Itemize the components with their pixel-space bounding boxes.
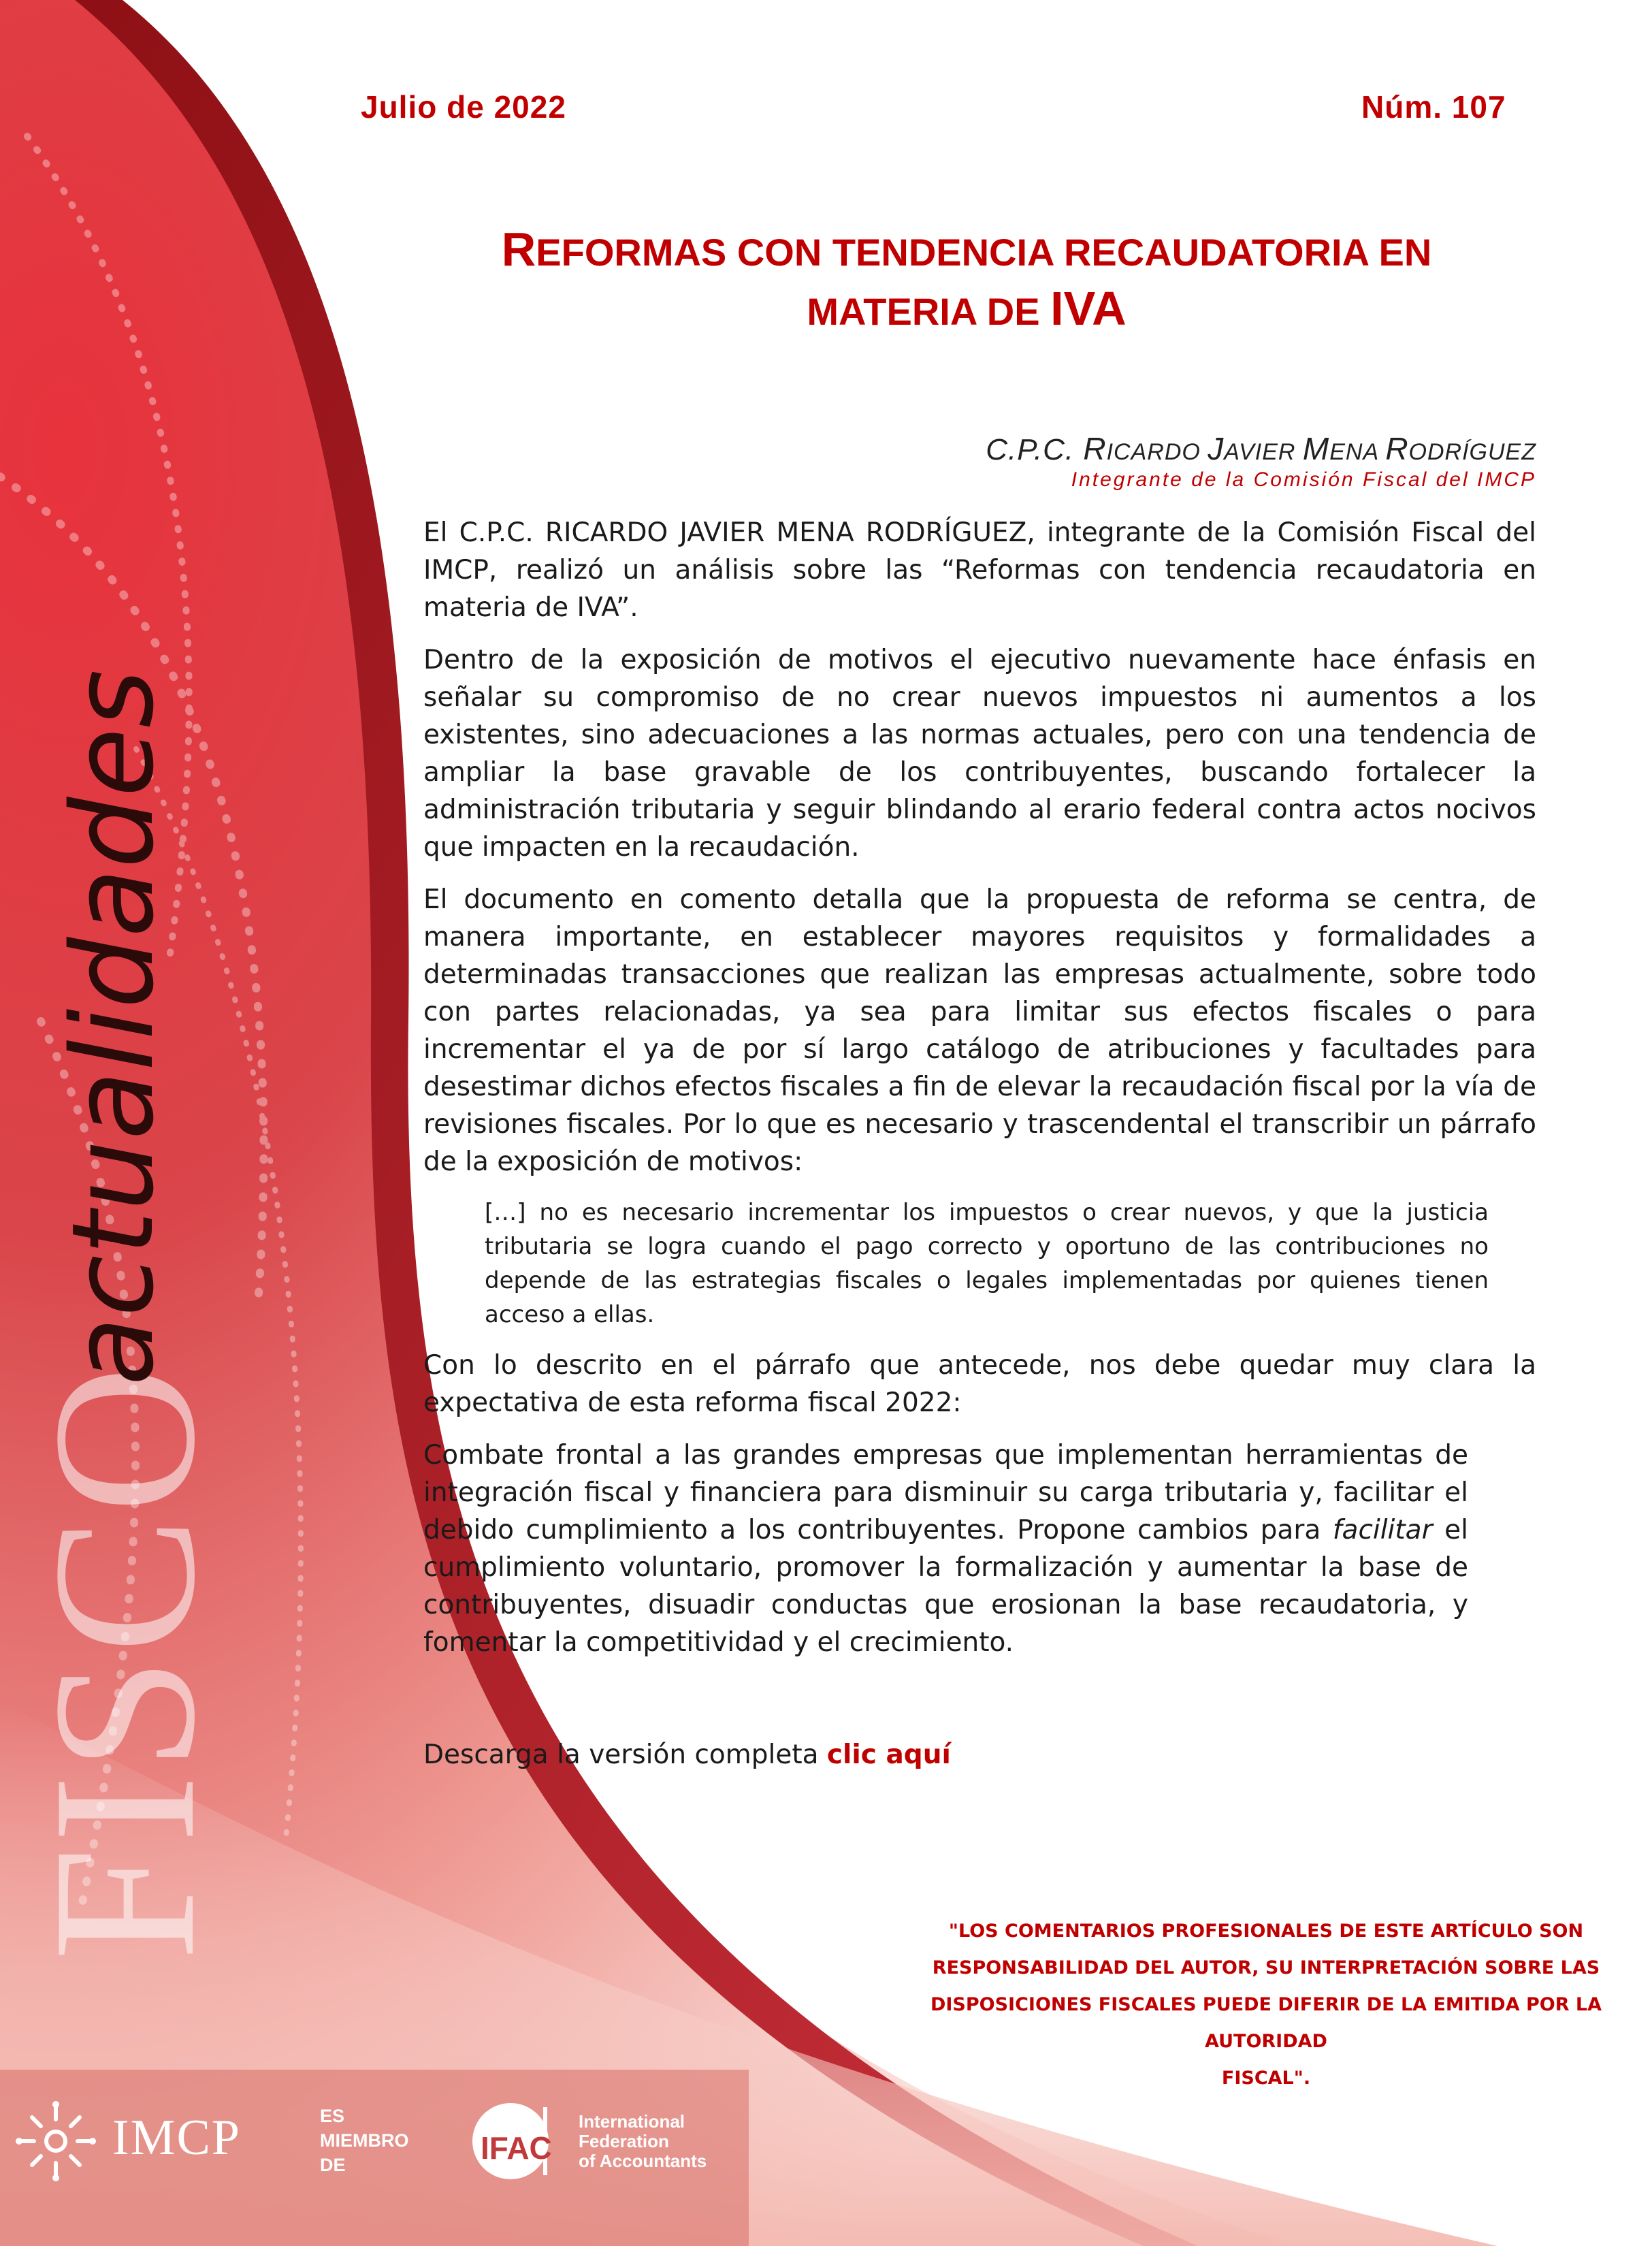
member-label: ES MIEMBRO DE: [320, 2106, 409, 2175]
article-title: [422, 221, 1511, 340]
paragraph: Combate frontal a las grandes empresas que implementan herramientas de integración fiscal y financiera para disminuir su carga tributaria y, facilitar el debido cumplimiento a los contribuyentes. Propone cambios para facilitar el cumplimiento voluntario, promover la formalización y aumentar la base de contribuyentes, disuadir conductas que erosionan la base recaudatoria, y fomentar la competitividad y el crecimiento.: [423, 1440, 1468, 1658]
author-name: C.P.C. RICARDO JAVIER MENA RODRÍGUEZ: [986, 431, 1536, 466]
fisco-brand: [7, 642, 242, 1961]
paragraph: El C.P.C. RICARDO JAVIER MENA RODRÍGUEZ, integrante de la Comisión Fiscal del IMCP, realizó un análisis sobre las “Reformas con tendencia recaudatoria en materia de IVA”.: [423, 517, 1536, 623]
paragraph: Con lo descrito en el párrafo que antecede, nos debe quedar muy clara la expectativa de esta reforma fiscal 2022:: [423, 1350, 1536, 1418]
ifac-full-name: International Federation of Accountants: [579, 2111, 707, 2171]
block-quote: […] no es necesario incrementar los impuestos o crear nuevos, y que la justicia tributaria se logra cuando el pago correcto y oportuno de las contribuciones no depende de las estrategias fiscales o legales implementadas por quienes tienen acceso a ellas.: [485, 1199, 1489, 1328]
paragraph: Dentro de la exposición de motivos el ejecutivo nuevamente hace énfasis en señalar su compromiso de no crear nuevos impuestos ni aumentos a los existentes, sino adecuaciones a las normas actuales, pero con una tendencia de ampliar la base gravable de los contribuyentes, buscando fortalecer la administración tributaria y seguir blindando al erario federal contra actos nocivos que impacten en la recaudación.: [423, 645, 1536, 863]
imcp-logo: IMCP: [112, 2110, 241, 2166]
article-body: [423, 514, 1536, 1788]
download-link[interactable]: clic aquí: [826, 1739, 951, 1770]
disclaimer: "LOS COMENTARIOS PROFESIONALES DE ESTE ARTÍCULO SON RESPONSABILIDAD DEL AUTOR, SU INTERPRETACIÓN SOBRE LAS DISPOSICIONES FISCALES PUEDE DIFERIR DE LA EMITIDA POR LA AUTORIDAD FISCAL".: [930, 1921, 1602, 2089]
title-line-2: MATERIA DE IVA: [807, 282, 1127, 335]
actualidades-word: actualidades: [48, 669, 178, 1386]
title-line-1: REFORMAS CON TENDENCIA RECAUDATORIA EN: [501, 223, 1432, 276]
fisco-word: FISCO: [11, 1361, 237, 1961]
author-role: Integrante de la Comisión Fiscal del IMCP: [1071, 468, 1536, 491]
issue-number: Núm. 107: [1361, 89, 1506, 125]
ifac-logo: IFAC: [481, 2130, 552, 2166]
paragraph: El documento en comento detalla que la propuesta de reforma se centra, de manera importante, en establecer mayores requisitos y formalidades a determinadas transacciones que realizan las empresas actualmente, sobre todo con partes relacionadas, ya sea para limitar sus efectos fiscales o para incrementar el ya de por sí largo catálogo de atribuciones y facultades para desestimar dichos efectos fiscales a fin de elevar la recaudación fiscal por la vía de revisiones fiscales. Por lo que es necesario y trascendental el transcribir un párrafo de la exposición de motivos:: [423, 884, 1536, 1177]
issue-date: Julio de 2022: [361, 89, 566, 125]
imcp-emblem-icon: [15, 2100, 97, 2182]
download-line: Descarga la versión completa clic aquí: [423, 1739, 951, 1770]
